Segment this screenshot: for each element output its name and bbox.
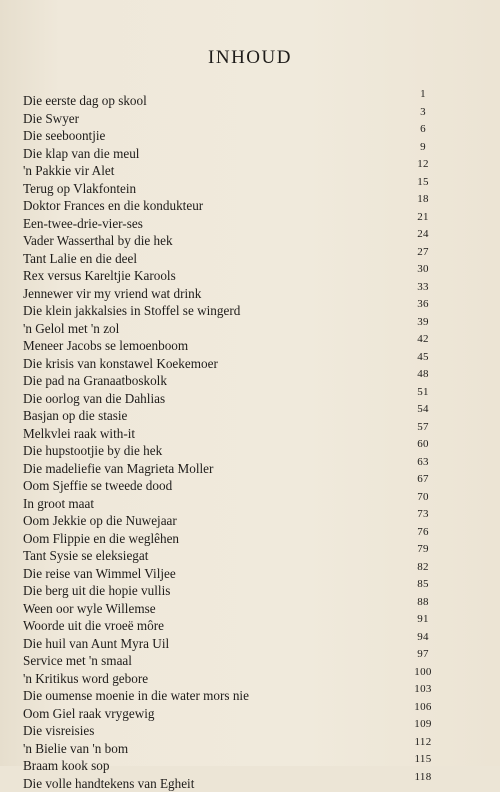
toc-entry-title: Rex versus Kareltjie Karools <box>23 267 176 285</box>
toc-entry-title: Basjan op die stasie <box>23 407 127 425</box>
toc-entry-page-number: 103 <box>403 681 443 699</box>
toc-entry <box>23 279 443 297</box>
toc-entry <box>23 419 443 437</box>
toc-entry-page-number: 91 <box>403 611 443 629</box>
toc-entry-page-number: 15 <box>403 174 443 192</box>
toc-entry-page-number: 39 <box>403 314 443 332</box>
toc-entry-page-number: 48 <box>403 366 443 384</box>
toc-entry-title: Die huil van Aunt Myra Uil <box>23 635 169 653</box>
toc-entry-page-number: 115 <box>403 751 443 769</box>
toc-entry <box>23 559 443 577</box>
toc-entry-title: Die madeliefie van Magrieta Moller <box>23 460 213 478</box>
toc-entry-title: Die oumense moenie in die water mors nie <box>23 687 249 705</box>
toc-entry-title: 'n Kritikus word gebore <box>23 670 148 688</box>
toc-entry-page-number: 76 <box>403 524 443 542</box>
toc-entry-title: Oom Sjeffie se tweede dood <box>23 477 172 495</box>
toc-entry <box>23 156 443 174</box>
toc-entry-title: Jennewer vir my vriend wat drink <box>23 285 201 303</box>
toc-entry-page-number: 12 <box>403 156 443 174</box>
toc-entry <box>23 699 443 717</box>
toc-entry-page-number: 27 <box>403 244 443 262</box>
toc-entry-title: Meneer Jacobs se lemoenboom <box>23 337 188 355</box>
toc-entry-page-number: 112 <box>403 734 443 752</box>
toc-entry-title: Die berg uit die hopie vullis <box>23 582 170 600</box>
toc-entry-page-number: 45 <box>403 349 443 367</box>
toc-entry <box>23 506 443 524</box>
toc-entry-title: Die klap van die meul <box>23 145 139 163</box>
toc-entry-page-number: 97 <box>403 646 443 664</box>
toc-entry-page-number: 88 <box>403 594 443 612</box>
toc-entry-page-number: 100 <box>403 664 443 682</box>
toc-entry-page-number: 3 <box>403 104 443 122</box>
toc-entry-title: Woorde uit die vroeë môre <box>23 617 164 635</box>
toc-entry-title: Die reise van Wimmel Viljee <box>23 565 176 583</box>
toc-entry-page-number: 82 <box>403 559 443 577</box>
toc-entry-title: 'n Bielie van 'n bom <box>23 740 128 758</box>
toc-entry <box>23 209 443 227</box>
toc-entry-page-number: 54 <box>403 401 443 419</box>
toc-entry-title: Oom Giel raak vrygewig <box>23 705 154 723</box>
toc-entry <box>23 471 443 489</box>
toc-entry-title: Service met 'n smaal <box>23 652 132 670</box>
toc-entry <box>23 629 443 647</box>
toc-entry <box>23 86 443 104</box>
toc-entry <box>23 174 443 192</box>
toc-entry <box>23 331 443 349</box>
toc-entry-page-number: 118 <box>403 769 443 787</box>
toc-entry <box>23 384 443 402</box>
toc-entry <box>23 594 443 612</box>
toc-entry-page-number: 6 <box>403 121 443 139</box>
toc-entry-title: Tant Sysie se eleksiegat <box>23 547 148 565</box>
table-of-contents <box>23 86 443 786</box>
toc-entry <box>23 524 443 542</box>
toc-entry-page-number: 9 <box>403 139 443 157</box>
toc-entry-page-number: 109 <box>403 716 443 734</box>
toc-entry <box>23 349 443 367</box>
toc-entry-title: Die krisis van konstawel Koekemoer <box>23 355 218 373</box>
toc-entry-title: Terug op Vlakfontein <box>23 180 136 198</box>
toc-entry-title: Oom Flippie en die weglêhen <box>23 530 179 548</box>
toc-entry-page-number: 1 <box>403 86 443 104</box>
toc-entry-title: Melkvlei raak with-it <box>23 425 135 443</box>
toc-entry <box>23 436 443 454</box>
toc-entry <box>23 664 443 682</box>
toc-entry <box>23 716 443 734</box>
toc-entry-title: Braam kook sop <box>23 757 109 775</box>
toc-entry-page-number: 60 <box>403 436 443 454</box>
toc-entry-title: Die klein jakkalsies in Stoffel se wingerd <box>23 302 240 320</box>
toc-entry-title: Doktor Frances en die kondukteur <box>23 197 203 215</box>
toc-entry-title: Die eerste dag op skool <box>23 92 147 110</box>
toc-entry-page-number: 33 <box>403 279 443 297</box>
toc-entry-title: 'n Gelol met 'n zol <box>23 320 119 338</box>
toc-entry-page-number: 51 <box>403 384 443 402</box>
toc-entry <box>23 121 443 139</box>
page-title: INHOUD <box>0 47 500 69</box>
toc-entry-page-number: 24 <box>403 226 443 244</box>
toc-entry-title: Oom Jekkie op die Nuwejaar <box>23 512 177 530</box>
toc-entry-page-number: 57 <box>403 419 443 437</box>
toc-entry-page-number: 94 <box>403 629 443 647</box>
toc-entry <box>23 769 443 787</box>
toc-entry-title: Die seeboontjie <box>23 127 105 145</box>
toc-entry-page-number: 106 <box>403 699 443 717</box>
toc-entry-title: Die volle handtekens van Egheit <box>23 775 194 792</box>
toc-entry-page-number: 42 <box>403 331 443 349</box>
toc-entry <box>23 366 443 384</box>
toc-entry-page-number: 63 <box>403 454 443 472</box>
toc-entry-title: Een-twee-drie-vier-ses <box>23 215 143 233</box>
toc-entry <box>23 646 443 664</box>
toc-entry-page-number: 79 <box>403 541 443 559</box>
toc-entry-title: Tant Lalie en die deel <box>23 250 137 268</box>
toc-entry <box>23 139 443 157</box>
toc-entry <box>23 226 443 244</box>
toc-entry <box>23 734 443 752</box>
toc-entry-title: 'n Pakkie vir Alet <box>23 162 114 180</box>
toc-entry <box>23 611 443 629</box>
toc-entry-page-number: 70 <box>403 489 443 507</box>
toc-entry-page-number: 36 <box>403 296 443 314</box>
toc-entry <box>23 296 443 314</box>
toc-entry <box>23 541 443 559</box>
toc-entry-page-number: 18 <box>403 191 443 209</box>
toc-entry-title: In groot maat <box>23 495 94 513</box>
toc-entry-title: Vader Wasserthal by die hek <box>23 232 173 250</box>
toc-entry-page-number: 30 <box>403 261 443 279</box>
toc-entry-title: Die visreisies <box>23 722 94 740</box>
toc-entry-title: Die pad na Granaatboskolk <box>23 372 167 390</box>
toc-entry-title: Die hupstootjie by die hek <box>23 442 162 460</box>
toc-entry <box>23 681 443 699</box>
toc-entry <box>23 454 443 472</box>
toc-entry <box>23 261 443 279</box>
toc-entry <box>23 244 443 262</box>
toc-entry-title: Die oorlog van die Dahlias <box>23 390 165 408</box>
toc-entry-title: Die Swyer <box>23 110 79 128</box>
toc-entry-page-number: 67 <box>403 471 443 489</box>
toc-entry-page-number: 21 <box>403 209 443 227</box>
toc-entry <box>23 489 443 507</box>
toc-entry-page-number: 85 <box>403 576 443 594</box>
toc-entry <box>23 401 443 419</box>
toc-entry-title: Ween oor wyle Willemse <box>23 600 156 618</box>
toc-entry <box>23 576 443 594</box>
toc-entry <box>23 314 443 332</box>
toc-entry-page-number: 73 <box>403 506 443 524</box>
toc-entry <box>23 104 443 122</box>
toc-entry <box>23 191 443 209</box>
